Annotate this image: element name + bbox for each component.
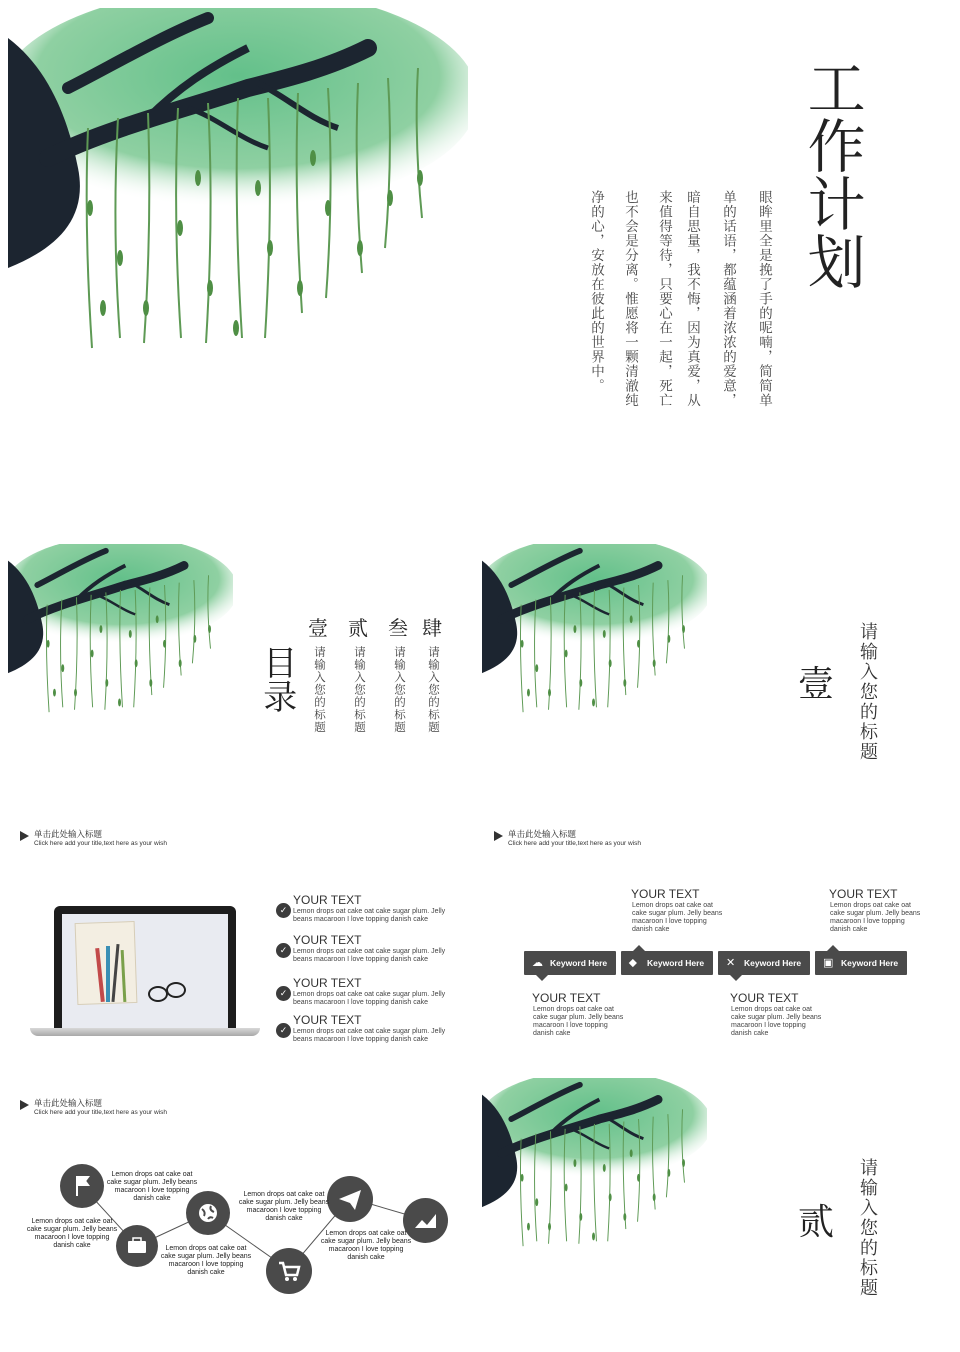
laptop-item-title-2: YOUR TEXT bbox=[293, 933, 362, 947]
keyword-box-3 bbox=[718, 951, 810, 975]
keyword-text-title-2: YOUR TEXT bbox=[631, 887, 700, 901]
process-text-4: Lemon drops oat cake oat cake sugar plum. Jelly beans macaroon I love topping danish cake bbox=[160, 1245, 252, 1276]
process-node-4 bbox=[266, 1248, 312, 1294]
laptop-item-body-1: Lemon drops oat cake oat cake sugar plum. Jelly beans macaroon I love topping danish cake bbox=[293, 908, 446, 923]
header-triangle-icon bbox=[20, 831, 29, 841]
header-title: 单击此处输入标题 bbox=[34, 1098, 103, 1108]
check-icon: ✓ bbox=[276, 986, 291, 1001]
laptop-item-body-2: Lemon drops oat cake oat cake sugar plum. Jelly beans macaroon I love topping danish cake bbox=[293, 948, 446, 963]
keyword-label-4: Keyword Here bbox=[841, 958, 899, 968]
laptop-image bbox=[30, 906, 260, 1038]
toc-label-1: 请输入您的标题 bbox=[313, 646, 327, 734]
process-node-2 bbox=[116, 1225, 158, 1267]
keyword-label-3: Keyword Here bbox=[744, 958, 802, 968]
cover-slide bbox=[0, 0, 960, 520]
laptop-item-title-1: YOUR TEXT bbox=[293, 893, 362, 907]
keyword-box-4 bbox=[815, 951, 907, 975]
paper-plane-icon bbox=[327, 1176, 373, 1222]
keyword-label-1: Keyword Here bbox=[550, 958, 608, 968]
toc-num-4: 肆 bbox=[422, 616, 442, 640]
keyword-text-body-3: Lemon drops oat cake oat cake sugar plum. Jelly beans macaroon I love topping danish cake bbox=[731, 1006, 822, 1037]
process-text-3: Lemon drops oat cake oat cake sugar plum. Jelly beans macaroon I love topping danish cake bbox=[238, 1191, 330, 1222]
cart-icon bbox=[266, 1248, 312, 1294]
briefcase-icon bbox=[116, 1225, 158, 1267]
process-text-1: Lemon drops oat cake oat cake sugar plum. Jelly beans macaroon I love topping danish cake bbox=[106, 1171, 198, 1202]
header-title: 单击此处输入标题 bbox=[34, 829, 103, 839]
header-triangle-icon bbox=[494, 831, 503, 841]
process-node-1 bbox=[60, 1164, 104, 1208]
section1-title: 请输入您的标题 bbox=[857, 622, 878, 762]
keyword-box-1 bbox=[524, 951, 616, 975]
cover-title: 工作计划 bbox=[797, 58, 866, 290]
keyword-box-2 bbox=[621, 951, 713, 975]
photos-icon: ▣ bbox=[823, 957, 834, 969]
toc-num-1: 壹 bbox=[308, 616, 328, 640]
cover-body-col-3: 暗自思量，我不悔，因为真爱，从 bbox=[684, 190, 700, 408]
cloud-lightning-icon: ☁ bbox=[532, 957, 543, 969]
laptop-item-title-3: YOUR TEXT bbox=[293, 976, 362, 990]
process-text-2: Lemon drops oat cake oat cake sugar plum. Jelly beans macaroon I love topping danish cake bbox=[26, 1218, 118, 1249]
toc-label-4: 请输入您的标题 bbox=[427, 646, 441, 734]
section1-number: 壹 bbox=[798, 664, 835, 705]
process-text-5: Lemon drops oat cake oat cake sugar plum. Jelly beans macaroon I love topping danish cake bbox=[320, 1230, 412, 1261]
cover-body-col-1: 眼眸里全是挽了手的呢喃，简简单 bbox=[756, 190, 772, 408]
willow-illustration bbox=[8, 8, 468, 358]
section2-number: 贰 bbox=[798, 1202, 835, 1243]
pointer-up bbox=[827, 945, 839, 951]
toc-title: 目录 bbox=[256, 645, 297, 713]
toc-label-2: 请输入您的标题 bbox=[353, 646, 367, 734]
tools-icon: ✕ bbox=[726, 957, 736, 969]
section2-willow-illustration bbox=[482, 1078, 707, 1253]
laptop-item-title-4: YOUR TEXT bbox=[293, 1013, 362, 1027]
header-triangle-icon bbox=[20, 1100, 29, 1110]
laptop-item-body-3: Lemon drops oat cake oat cake sugar plum. Jelly beans macaroon I love topping danish cake bbox=[293, 991, 446, 1006]
section2-title: 请输入您的标题 bbox=[857, 1158, 878, 1298]
keyword-text-body-2: Lemon drops oat cake oat cake sugar plum. Jelly beans macaroon I love topping danish cake bbox=[632, 902, 723, 933]
pointer-up bbox=[633, 945, 645, 951]
header-title: 单击此处输入标题 bbox=[508, 829, 577, 839]
check-icon: ✓ bbox=[276, 1023, 291, 1038]
keyword-text-title-4: YOUR TEXT bbox=[829, 887, 898, 901]
section1-willow-illustration bbox=[482, 544, 707, 719]
cover-body-col-2: 单的话语，都蕴涵着浓浓的爱意， bbox=[720, 190, 736, 408]
tag-icon: ⬥ bbox=[629, 957, 637, 969]
keyword-text-title-3: YOUR TEXT bbox=[730, 991, 799, 1005]
header-subtitle: Click here add your title,text here as your wish bbox=[508, 840, 641, 847]
keyword-text-title-1: YOUR TEXT bbox=[532, 991, 601, 1005]
flag-icon bbox=[60, 1164, 104, 1208]
check-icon: ✓ bbox=[276, 903, 291, 918]
keyword-text-body-4: Lemon drops oat cake oat cake sugar plum. Jelly beans macaroon I love topping danish cake bbox=[830, 902, 921, 933]
keyword-text-body-1: Lemon drops oat cake oat cake sugar plum. Jelly beans macaroon I love topping danish cake bbox=[533, 1006, 624, 1037]
check-icon: ✓ bbox=[276, 943, 291, 958]
toc-willow-illustration bbox=[8, 544, 233, 719]
toc-num-3: 叁 bbox=[388, 616, 408, 640]
laptop-item-body-4: Lemon drops oat cake oat cake sugar plum. Jelly beans macaroon I love topping danish cake bbox=[293, 1028, 446, 1043]
keyword-label-2: Keyword Here bbox=[647, 958, 705, 968]
toc-label-3: 请输入您的标题 bbox=[393, 646, 407, 734]
pointer-down bbox=[536, 975, 548, 981]
pointer-down bbox=[730, 975, 742, 981]
cover-body-col-5: 也不会是分离。惟愿将一颗清澈纯 bbox=[622, 190, 638, 408]
toc-num-2: 贰 bbox=[348, 616, 368, 640]
header-subtitle: Click here add your title,text here as your wish bbox=[34, 1109, 167, 1116]
header-subtitle: Click here add your title,text here as your wish bbox=[34, 840, 167, 847]
cover-body-col-6: 净的心，安放在彼此的世界中。 bbox=[588, 190, 604, 393]
process-node-5 bbox=[327, 1176, 373, 1222]
cover-body-col-4: 来值得等待，只要心在一起，死亡 bbox=[656, 190, 672, 408]
